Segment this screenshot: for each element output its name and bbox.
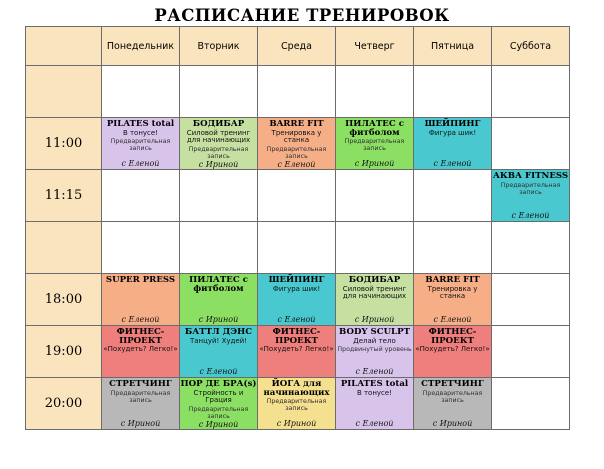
empty-slot: [492, 118, 570, 170]
empty-slot: [414, 222, 492, 274]
schedule-row: [26, 118, 570, 170]
empty-slot: [336, 170, 414, 222]
class-description: Фигура шик!: [272, 284, 321, 293]
class-description: Силовой тренинг для начинающих: [186, 128, 251, 144]
class-card-content: [336, 326, 413, 377]
class-description: «Похудеть? Легко!»: [415, 345, 490, 353]
empty-slot: [492, 222, 570, 274]
class-instructor: с Еленой: [355, 419, 394, 428]
empty-slot: [180, 66, 258, 118]
class-card-content: [414, 326, 491, 377]
class-card: [180, 378, 258, 430]
booking-note: Предварительная запись: [344, 138, 405, 152]
class-card-content: [180, 118, 257, 169]
class-instructor: с Ириной: [354, 315, 395, 324]
booking-note: Предварительная запись: [110, 389, 171, 404]
schedule-table: [25, 26, 570, 430]
class-name: ФИТНЕС-ПРОЕКТ: [428, 327, 477, 346]
class-description: Делай тело: [353, 336, 396, 345]
class-instructor: с Еленой: [277, 315, 316, 324]
day-header: Вторник: [180, 27, 258, 66]
class-card-content: [258, 274, 335, 325]
day-header: Среда: [258, 27, 336, 66]
time-cell: 11:00: [26, 118, 102, 170]
booking-note: Предварительная запись: [188, 145, 249, 160]
day-header: Понедельник: [102, 27, 180, 66]
class-description: «Похудеть? Легко!»: [259, 345, 334, 353]
page-title: РАСПИСАНИЕ ТРЕНИРОВОК: [154, 6, 450, 25]
empty-slot: [102, 222, 180, 274]
class-card: [102, 326, 180, 378]
class-name: АКВА FITNESS: [492, 171, 569, 181]
booking-note: Предварительная запись: [188, 405, 249, 420]
class-name: ПОР ДЕ БРА(s): [180, 379, 257, 389]
empty-slot: [102, 170, 180, 222]
empty-slot: [336, 66, 414, 118]
class-card-content: [414, 118, 491, 169]
class-instructor: с Еленой: [433, 159, 472, 168]
day-header: Суббота: [492, 27, 570, 66]
class-instructor: с Еленой: [355, 367, 394, 376]
class-description: Танцуй! Худей!: [189, 336, 248, 345]
time-cell: 19:00: [26, 326, 102, 378]
class-instructor: с Ириной: [354, 159, 395, 168]
time-cell: 20:00: [26, 378, 102, 430]
class-description: Стройность и Грация: [193, 388, 244, 404]
class-card-content: [258, 326, 335, 377]
booking-note: Предварительная запись: [500, 181, 561, 196]
booking-note: Предварительная запись: [110, 138, 171, 152]
class-card: [258, 118, 336, 170]
class-name: ПИЛАТЕС с фитболом: [345, 119, 404, 138]
time-cell: [26, 66, 102, 118]
booking-note: Предварительная запись: [266, 145, 327, 160]
schedule-row: [26, 378, 570, 430]
empty-slot: [492, 66, 570, 118]
class-name: СТРЕТЧИНГ: [109, 379, 172, 389]
class-card: [258, 378, 336, 430]
class-instructor: с Еленой: [121, 159, 160, 168]
class-name: ФИТНЕС-ПРОЕКТ: [272, 327, 321, 346]
class-card: [414, 378, 492, 430]
class-card: [492, 170, 570, 222]
class-name: BARRE FIT: [425, 275, 480, 285]
empty-slot: [180, 222, 258, 274]
class-description: В тонусе!: [122, 128, 159, 137]
empty-slot: [258, 66, 336, 118]
class-name: PILATES total: [340, 379, 409, 389]
empty-slot: [258, 222, 336, 274]
class-instructor: с Еленой: [511, 211, 550, 220]
class-card-content: [414, 274, 491, 325]
class-description: В тонусе!: [356, 388, 393, 397]
class-instructor: с Еленой: [277, 159, 316, 169]
class-card-content: [336, 118, 413, 169]
class-card-content: [102, 378, 179, 429]
class-card-content: [258, 118, 335, 169]
class-card-content: [102, 326, 179, 377]
class-instructor: с Ириной: [198, 159, 239, 169]
class-instructor: с Ириной: [432, 419, 473, 428]
class-instructor: с Ириной: [198, 419, 239, 429]
class-card: [180, 118, 258, 170]
class-card: [414, 274, 492, 326]
class-description: Фигура шик!: [428, 128, 477, 137]
class-card-content: [180, 326, 257, 377]
time-header-cell: [26, 27, 102, 66]
day-header: Четверг: [336, 27, 414, 66]
class-description: Тренировка у станка: [271, 128, 322, 144]
class-card-content: [336, 274, 413, 325]
schedule-row: [26, 170, 570, 222]
class-instructor: с Ириной: [276, 419, 317, 428]
class-name: ШЕЙПИНГ: [424, 119, 481, 129]
schedule-row: [26, 222, 570, 274]
class-card: [102, 378, 180, 430]
time-cell: 18:00: [26, 274, 102, 326]
class-name: БОДИБАР: [348, 275, 401, 285]
class-card-content: [180, 274, 257, 325]
class-instructor: с Еленой: [199, 367, 238, 376]
class-card: [180, 274, 258, 326]
class-card: [414, 326, 492, 378]
class-card: [336, 326, 414, 378]
booking-note: Продвинутый уровень: [337, 346, 412, 353]
class-name: ПИЛАТЕС с фитболом: [189, 275, 248, 294]
class-card: [336, 274, 414, 326]
schedule-body: [26, 66, 570, 430]
class-card-content: [102, 274, 179, 325]
class-card-content: [414, 378, 491, 429]
class-card-content: [492, 170, 569, 221]
class-card: [258, 326, 336, 378]
class-card-content: [258, 378, 335, 429]
class-name: ФИТНЕС-ПРОЕКТ: [116, 327, 165, 346]
class-name: ШЕЙПИНГ: [268, 275, 325, 285]
empty-slot: [180, 170, 258, 222]
schedule-row: [26, 274, 570, 326]
empty-slot: [414, 66, 492, 118]
class-instructor: с Еленой: [121, 315, 160, 324]
class-name: BODY SCULPT: [339, 327, 410, 337]
class-card-content: [102, 118, 179, 169]
empty-slot: [336, 222, 414, 274]
empty-slot: [492, 326, 570, 378]
schedule-header-row: [26, 27, 570, 66]
booking-note: Предварительная запись: [422, 389, 483, 404]
class-card: [102, 118, 180, 170]
class-name: ЙОГА для начинающих: [263, 379, 330, 398]
class-name: БОДИБАР: [192, 119, 245, 129]
class-card: [102, 274, 180, 326]
class-name: PILATES total: [106, 119, 175, 129]
class-instructor: с Еленой: [433, 315, 472, 324]
day-header: Пятница: [414, 27, 492, 66]
class-instructor: с Ириной: [120, 419, 161, 428]
class-name: БАТТЛ ДЭНС: [184, 327, 253, 337]
empty-slot: [492, 378, 570, 430]
class-description: «Похудеть? Легко!»: [103, 345, 178, 353]
empty-slot: [102, 66, 180, 118]
class-name: SUPER PRESS: [105, 275, 176, 285]
booking-note: Предварительная запись: [266, 398, 327, 412]
class-name: СТРЕТЧИНГ: [421, 379, 484, 389]
class-card: [336, 118, 414, 170]
class-card-content: [336, 378, 413, 429]
class-card-content: [180, 378, 257, 429]
time-cell: 11:15: [26, 170, 102, 222]
class-card: [180, 326, 258, 378]
class-description: Тренировка у станка: [427, 284, 478, 300]
empty-slot: [492, 274, 570, 326]
empty-slot: [258, 170, 336, 222]
schedule-row: [26, 326, 570, 378]
schedule-row: [26, 66, 570, 118]
empty-slot: [414, 170, 492, 222]
class-name: BARRE FIT: [269, 119, 324, 129]
time-cell: [26, 222, 102, 274]
class-card: [258, 274, 336, 326]
class-card: [336, 378, 414, 430]
class-card: [414, 118, 492, 170]
class-description: Силовой тренинг для начинающих: [342, 284, 407, 300]
class-instructor: с Ириной: [198, 315, 239, 324]
